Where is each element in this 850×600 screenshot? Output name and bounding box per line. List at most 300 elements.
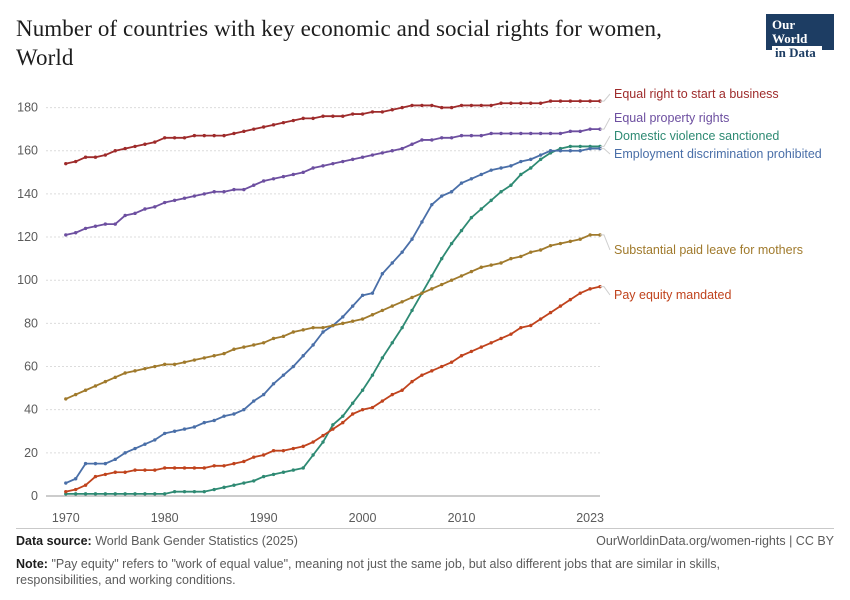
series-point [252,184,255,187]
series-point [84,462,87,465]
series-point [440,283,443,286]
attribution[interactable]: OurWorldinData.org/women-rights | CC BY [596,534,834,548]
series-point [450,361,453,364]
series-point [153,468,156,471]
series-point [381,151,384,154]
series-point [302,445,305,448]
series-point [499,190,502,193]
series-point [361,408,364,411]
series-point [341,414,344,417]
series-point [569,240,572,243]
series-point [321,326,324,329]
x-axis-tick-label: 2023 [576,511,605,524]
logo-line-3: in Data [772,46,822,60]
series-point [242,481,245,484]
series-point [470,216,473,219]
series-point [222,352,225,355]
series-point [480,134,483,137]
chart-note-text: "Pay equity" refers to "work of equal value", meaning not just the same job, but also different jobs that are similar in skills, responsibilities, and working conditions. [16,557,720,587]
series-point [302,466,305,469]
series-point [212,354,215,357]
series-point [549,149,552,152]
series-point [480,104,483,107]
series-point [400,106,403,109]
series-point [64,481,67,484]
series-point [331,324,334,327]
series-point [391,393,394,396]
series-point [212,464,215,467]
y-axis-tick-label: 140 [17,186,38,201]
series-label-connector [600,149,610,154]
series-point [400,250,403,253]
series-point [94,384,97,387]
series-point [460,104,463,107]
series-point [509,102,512,105]
series-point [143,207,146,210]
series-point [519,173,522,176]
series-point [371,110,374,113]
data-source [16,534,298,548]
series-point [64,490,67,493]
series-point [440,257,443,260]
series-point [203,134,206,137]
series-point [569,145,572,148]
series-point [341,115,344,118]
series-point [153,365,156,368]
series-point [292,119,295,122]
series-point [470,177,473,180]
x-axis-tick-label: 1970 [51,511,80,524]
series-point [361,389,364,392]
series-point [480,345,483,348]
series-point [410,296,413,299]
logo-line-2: World [772,31,808,46]
series-point [114,458,117,461]
series-point [351,402,354,405]
series-point [272,123,275,126]
x-axis-tick-label: 1980 [150,511,179,524]
series-point [420,220,423,223]
series-point [133,145,136,148]
series-point [104,153,107,156]
data-source-label: Data source: [16,534,92,548]
series-point [361,317,364,320]
series-point [470,270,473,273]
series-point [509,257,512,260]
series-point [212,419,215,422]
series-point [311,440,314,443]
series-point [203,490,206,493]
series-point [173,430,176,433]
series-point [133,369,136,372]
series-point [123,214,126,217]
series-point [539,317,542,320]
series-point [262,475,265,478]
y-axis-tick-label: 60 [24,359,38,374]
series-point [143,468,146,471]
series-point [262,393,265,396]
series-point [321,330,324,333]
series-point [371,313,374,316]
series-point [212,488,215,491]
chart-note [16,556,756,588]
series-point [104,222,107,225]
series-point [371,373,374,376]
series-point [321,440,324,443]
series-point [371,406,374,409]
series-point [203,192,206,195]
series-label-connector [600,287,610,295]
series-point [440,194,443,197]
y-axis-tick-label: 20 [24,445,38,460]
series-point [331,427,334,430]
series-point [133,468,136,471]
series-point [470,104,473,107]
footer-divider [16,528,834,529]
series-point [84,156,87,159]
series-point [579,238,582,241]
series-point [163,136,166,139]
series-point [311,326,314,329]
series-point [242,408,245,411]
series-label[interactable]: Domestic violence sanctioned [614,129,780,143]
y-axis-tick-label: 40 [24,402,38,417]
series-point [272,337,275,340]
series-point [193,134,196,137]
series-point [114,471,117,474]
series-label[interactable]: Equal right to start a business [614,87,779,101]
line-chart [0,76,850,524]
series-point [183,136,186,139]
series-point [489,104,492,107]
owid-logo[interactable] [766,14,834,60]
series-point [173,363,176,366]
series-point [94,475,97,478]
series-point [351,158,354,161]
series-point [222,486,225,489]
series-point [212,190,215,193]
series-point [410,309,413,312]
series-point [489,168,492,171]
series-point [381,356,384,359]
series-point [262,125,265,128]
series-label[interactable]: Pay equity mandated [614,288,732,302]
series-point [64,397,67,400]
series-point [232,348,235,351]
series-point [539,153,542,156]
series-point [341,315,344,318]
series-point [302,354,305,357]
series-point [519,132,522,135]
series-label-connector [600,136,610,146]
series-point [559,304,562,307]
series-point [143,492,146,495]
y-axis-tick-label: 0 [31,489,38,503]
chart-svg [0,76,850,524]
series-point [351,320,354,323]
series-point [559,242,562,245]
series-point [84,492,87,495]
series-point [222,464,225,467]
series-point [341,322,344,325]
series-point [361,294,364,297]
y-axis-tick-label: 160 [17,143,38,158]
series-point [143,143,146,146]
series-point [183,361,186,364]
series-point [450,279,453,282]
series-point [400,326,403,329]
series-point [549,244,552,247]
series-point [430,287,433,290]
series-point [569,298,572,301]
series-point [331,162,334,165]
series-point [311,166,314,169]
series-point [242,345,245,348]
series-label[interactable]: Substantial paid leave for mothers [614,243,803,257]
series-point [183,490,186,493]
series-point [569,130,572,133]
series-point [292,447,295,450]
series-point [74,231,77,234]
series-point [321,164,324,167]
series-point [351,412,354,415]
series-point [381,399,384,402]
series-point [94,156,97,159]
series-point [549,132,552,135]
series-point [519,326,522,329]
series-point [489,132,492,135]
series-point [232,462,235,465]
series-point [123,147,126,150]
series-point [381,272,384,275]
series-point [588,127,591,130]
series-point [400,147,403,150]
series-point [153,205,156,208]
series-point [489,341,492,344]
series-label[interactable]: Equal property rights [614,111,730,125]
series-point [84,484,87,487]
series-point [450,190,453,193]
series-point [203,421,206,424]
series-point [341,160,344,163]
series-point [579,99,582,102]
series-point [242,460,245,463]
series-point [133,212,136,215]
series-point [470,134,473,137]
series-point [173,136,176,139]
series-point [203,466,206,469]
series-point [460,229,463,232]
data-source-text: World Bank Gender Statistics (2025) [95,534,298,548]
series-point [311,453,314,456]
series-point [519,160,522,163]
series-point [381,309,384,312]
series-point [489,199,492,202]
series-point [232,132,235,135]
series-point [123,471,126,474]
series-point [381,110,384,113]
series-point [252,479,255,482]
series-point [282,175,285,178]
series-point [430,104,433,107]
series-point [232,188,235,191]
series-point [252,127,255,130]
series-point [391,108,394,111]
series-point [549,311,552,314]
series-point [579,291,582,294]
series-point [292,330,295,333]
series-point [104,473,107,476]
series-point [292,173,295,176]
series-point [450,106,453,109]
series-point [311,117,314,120]
series-point [410,104,413,107]
series-point [272,177,275,180]
series-point [351,304,354,307]
y-axis-tick-label: 100 [17,273,38,288]
series-point [509,332,512,335]
series-label-connector [600,235,610,250]
series-point [282,335,285,338]
series-point [588,233,591,236]
series-point [559,99,562,102]
series-point [104,462,107,465]
series-point [163,201,166,204]
series-point [440,136,443,139]
series-point [203,356,206,359]
series-point [114,492,117,495]
series-line [66,235,600,399]
series-point [292,365,295,368]
series-point [302,171,305,174]
x-axis-tick-label: 2010 [447,511,476,524]
series-point [232,412,235,415]
series-point [529,158,532,161]
series-point [262,341,265,344]
series-point [163,363,166,366]
series-point [252,399,255,402]
series-point [133,447,136,450]
series-label-connector [600,118,610,129]
series-point [104,492,107,495]
series-point [252,455,255,458]
series-point [193,466,196,469]
series-point [480,173,483,176]
series-point [74,160,77,163]
series-point [489,263,492,266]
series-point [371,291,374,294]
series-point [529,166,532,169]
series-point [123,451,126,454]
y-axis-tick-label: 180 [17,100,38,115]
series-point [480,207,483,210]
series-point [430,274,433,277]
series-point [569,149,572,152]
series-point [163,432,166,435]
series-point [84,389,87,392]
series-point [420,373,423,376]
series-point [153,140,156,143]
series-point [539,248,542,251]
page-title: Number of countries with key economic and social rights for women, World [16,16,662,70]
series-point [539,132,542,135]
series-point [588,99,591,102]
series-point [440,106,443,109]
series-point [410,143,413,146]
x-axis-tick-label: 1990 [249,511,278,524]
series-point [193,358,196,361]
series-point [579,145,582,148]
series-point [400,389,403,392]
series-line [66,146,600,493]
series-point [193,194,196,197]
series-line [66,149,600,483]
series-point [549,99,552,102]
series-point [282,471,285,474]
series-point [559,149,562,152]
series-point [321,115,324,118]
series-point [519,102,522,105]
series-point [282,373,285,376]
series-point [163,492,166,495]
series-point [391,341,394,344]
series-point [539,102,542,105]
series-point [222,414,225,417]
series-point [212,134,215,137]
series-point [193,425,196,428]
series-line [66,287,600,492]
series-point [579,130,582,133]
series-point [163,466,166,469]
series-point [272,449,275,452]
series-label[interactable]: Employment discrimination prohibited [614,147,822,161]
series-point [341,421,344,424]
series-point [351,112,354,115]
series-point [262,179,265,182]
series-point [529,250,532,253]
series-point [371,153,374,156]
series-point [499,337,502,340]
series-point [559,132,562,135]
series-point [272,473,275,476]
series-point [509,164,512,167]
series-point [173,490,176,493]
series-point [529,324,532,327]
series-point [64,162,67,165]
series-point [509,132,512,135]
chart-note-label: Note: [16,557,48,571]
series-point [430,369,433,372]
series-point [133,492,136,495]
series-point [410,238,413,241]
y-axis-tick-label: 80 [24,316,38,331]
series-label-connector [600,94,610,101]
series-point [499,102,502,105]
series-point [539,158,542,161]
series-point [460,354,463,357]
series-point [183,466,186,469]
series-point [410,380,413,383]
series-point [400,300,403,303]
series-point [143,367,146,370]
series-point [242,188,245,191]
series-point [173,199,176,202]
logo-line-1: Our [772,17,796,32]
series-point [529,102,532,105]
series-point [529,132,532,135]
series-point [321,434,324,437]
series-point [430,138,433,141]
